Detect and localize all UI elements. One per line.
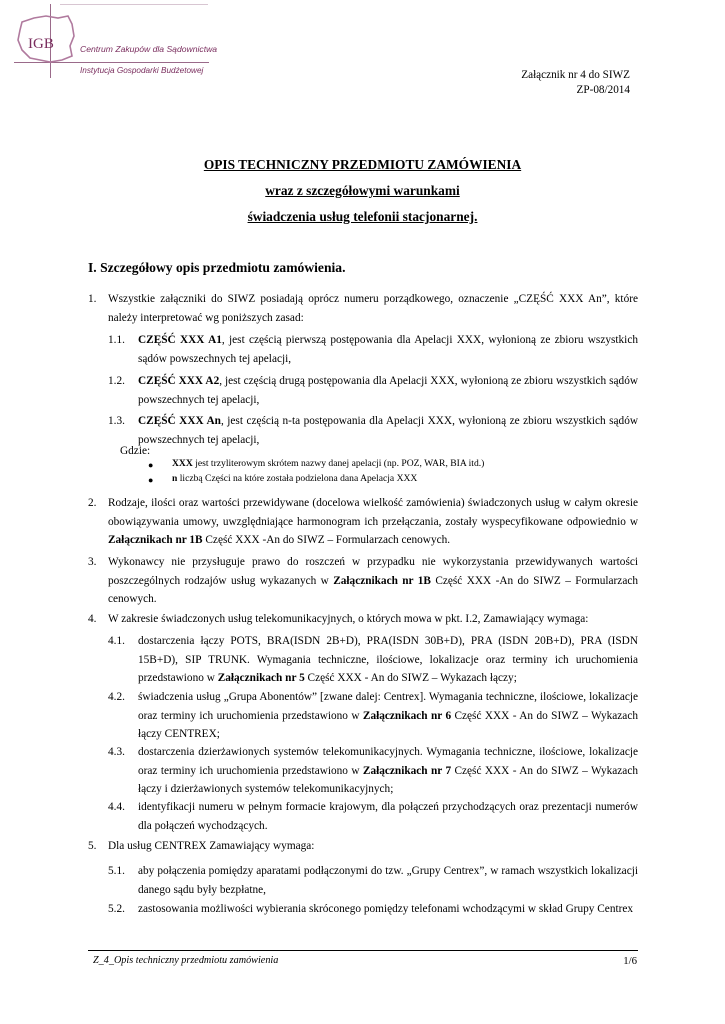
item-number: 5.1. <box>108 865 125 877</box>
item-1-1-body: , jest częścią pierwszą postępowania dla Apelacji XXX, wyłonioną ze zbioru wszystkich sądów powszechnych tej apelacji, <box>138 334 638 365</box>
item-number: 4.4. <box>108 801 125 813</box>
item-number: 4.2. <box>108 691 125 703</box>
item-5-1-text: aby połączenia pomiędzy aparatami podłączonymi do tzw. „Grupy Centrex”, w ramach wszystkich lokalizacji danego sądu były bezpłatne, <box>138 865 638 896</box>
item-5-text: Dla usług CENTREX Zamawiający wymaga: <box>108 840 315 852</box>
bullet-xxx <box>172 457 632 472</box>
item-4-2-body-a: świadczenia usług „Grupa Abonentów” [zwane dalej: Centrex]. Wymagania techniczne, ilościowe, lokalizacje oraz terminy ich uruchomienia przedstawiono w <box>138 691 638 722</box>
title-line-2: wraz z szczegółowymi warunkami <box>265 183 460 198</box>
bullet-icon: ● <box>148 475 154 485</box>
reference-number: ZP-08/2014 <box>576 83 630 96</box>
item-1-3-text <box>138 412 638 449</box>
annex-label: Załącznik nr 4 do SIWZ <box>521 69 630 81</box>
bullet-xxx-body: jest trzyliterowym skrótem nazwy danej apelacji (np. POZ, WAR, BIA itd.) <box>192 458 485 469</box>
section-heading: I. Szczegółowy opis przedmiotu zamówienia. <box>88 260 346 275</box>
bullet-n <box>172 472 632 487</box>
item-4-1-body-b: Część XXX - An do SIWZ – Wykazach łączy; <box>304 672 517 684</box>
item-1-2-text <box>138 372 638 409</box>
item-number: 4.1. <box>108 635 125 647</box>
poland-map-logo-icon <box>14 10 78 66</box>
item-4-1-bold: Załącznikach nr 5 <box>217 672 305 684</box>
item-number: 1.2. <box>108 375 125 387</box>
item-2-body-a: Rodzaje, ilości oraz wartości przewidywane (docelowa wielkość zamówienia) świadczonych usług w całym okresie obowiązywania umowy, uwzględniające harmonogram ich przełączania, zostały wyspecyfikowane odpowiednio w <box>108 497 638 528</box>
item-1-text: Wszystkie załączniki do SIWZ posiadają oprócz numeru porządkowego, oznaczenie „CZĘŚĆ XXX An”, które należy interpretować wg poniższych zasad: <box>108 293 638 324</box>
item-2-bold: Załącznikach nr 1B <box>108 534 203 546</box>
document-title <box>0 152 725 230</box>
item-4-1-body-a: dostarczenia łączy POTS, BRA(ISDN 2B+D), PRA(ISDN 30B+D), PRA (ISDN 20B+D), PRA (ISDN 15B+D), SIP TRUNK. Wymagania techniczne, ilościowe, lokalizacje oraz terminy ich uruchomienia przedstawiono w <box>138 635 638 684</box>
item-5-2-text: zastosowania możliwości wybierania skróconego pomiędzy telefonami wchodzącymi w skład Grupy Centrex <box>138 903 634 915</box>
item-number: 4. <box>88 613 97 625</box>
bullet-xxx-bold: XXX <box>172 458 193 469</box>
item-1-1-bold: CZĘŚĆ XXX A1 <box>138 334 222 346</box>
item-4-2-bold: Załącznikach nr 6 <box>362 709 452 722</box>
logo-name: Centrum Zakupów dla Sądownictwa <box>80 44 218 54</box>
logo-top-line <box>60 4 208 5</box>
item-number: 5. <box>88 840 97 852</box>
item-4-text: W zakresie świadczonych usług telekomunikacyjnych, o których mowa w pkt. I.2, Zamawiający wymaga: <box>108 613 589 625</box>
logo-subtitle: Instytucja Gospodarki Budżetowej <box>80 66 204 75</box>
where-label: Gdzie: <box>120 445 151 457</box>
item-4-2-text <box>138 688 638 744</box>
title-line-3: świadczenia usług telefonii stacjonarnej. <box>247 209 478 224</box>
item-number: 3. <box>88 556 97 568</box>
item-4-3-text <box>138 743 638 799</box>
item-4-3-bold: Załącznikach nr 7 <box>362 764 452 777</box>
item-3-text <box>108 553 638 609</box>
bullet-n-body: liczbą Części na które została podzielona dana Apelacja XXX <box>177 473 418 484</box>
footer-divider <box>88 950 638 951</box>
item-1-1-text <box>138 331 638 368</box>
item-2-text <box>108 494 638 550</box>
document-reference <box>521 68 630 97</box>
page-number: 1/6 <box>623 955 637 967</box>
logo-initials: IGB <box>28 36 54 52</box>
item-1-3-bold: CZĘŚĆ XXX An <box>138 415 221 427</box>
item-number: 2. <box>88 497 97 509</box>
item-2-body-b: Część XXX -An do SIWZ – Formularzach cenowych. <box>202 534 451 546</box>
item-1-2-body: , jest częścią drugą postępowania dla Apelacji XXX, wyłonioną ze zbioru wszystkich sądów powszechnych tej apelacji, <box>138 375 638 406</box>
item-number: 5.2. <box>108 903 125 915</box>
title-line-1: OPIS TECHNICZNY PRZEDMIOTU ZAMÓWIENIA <box>203 157 522 172</box>
item-4-1-text <box>138 632 638 688</box>
item-4-4-text: identyfikacji numeru w pełnym formacie krajowym, dla połączeń przychodzących oraz prezentacji numerów dla połączeń wychodzących. <box>138 801 638 832</box>
item-4-2-body-b: Część XXX - An do SIWZ – Wykazach łączy CENTREX; <box>138 709 638 740</box>
item-number: 1.1. <box>108 334 125 346</box>
item-number: 1.3. <box>108 415 125 427</box>
item-1-3-body: , jest częścią n-ta postępowania dla Apelacji XXX, wyłonioną ze zbioru wszystkich sądów powszechnych tej apelacji, <box>138 415 638 446</box>
item-1-2-bold: CZĘŚĆ XXX A2 <box>138 375 220 387</box>
item-4-3-body-b: Część XXX - An do SIWZ – Wykazach łączy i dzierżawionych systemów telekomunikacyjnych; <box>138 764 638 795</box>
item-4-3-body-a: dostarczenia dzierżawionych systemów telekomunikacyjnych. Wymagania techniczne, ilościowe, lokalizacje oraz terminy ich uruchomienia przedstawiono w <box>138 746 638 777</box>
footer-document-name: Z_4_Opis techniczny przedmiotu zamówienia <box>93 955 279 966</box>
bullet-n-bold: n <box>172 473 178 484</box>
item-3-body-a: Wykonawcy nie przysługuje prawo do roszczeń w przypadku nie wykorzystania przewidywanych wartości poszczególnych rodzajów usług wykazanych w <box>108 556 638 587</box>
item-number: 4.3. <box>108 746 125 758</box>
item-number: 1. <box>88 293 97 305</box>
bullet-icon: ● <box>148 460 154 470</box>
item-3-bold: Załącznikach nr 1B <box>333 574 431 587</box>
item-3-body-b: Część XXX -An do SIWZ – Formularzach cenowych. <box>108 574 638 605</box>
